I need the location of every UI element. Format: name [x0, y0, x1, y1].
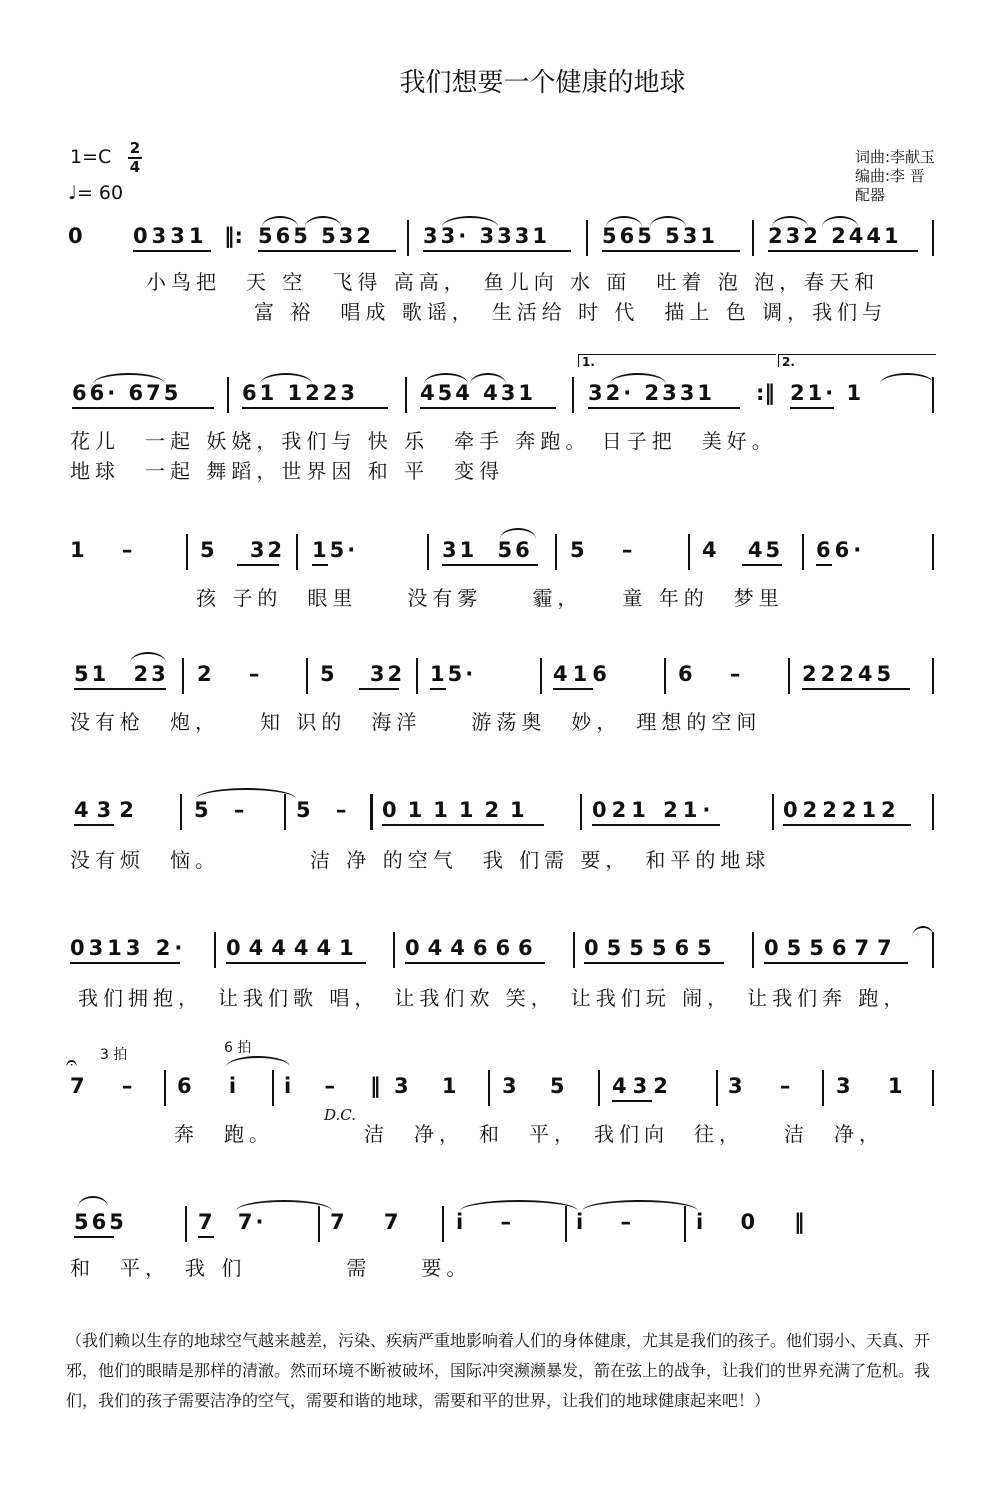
measure-note: 565 531: [602, 224, 718, 248]
measure-note: 5 –: [194, 798, 245, 822]
fermata-icon: 𝄐: [66, 1050, 78, 1074]
measure-note: 055565: [584, 936, 720, 960]
measure-note: 432: [612, 1074, 674, 1098]
measure-note: 6 –: [678, 662, 741, 686]
score-row-1: [0, 220, 1005, 370]
measure-note: 6 i: [177, 1074, 237, 1098]
measure-note: 0331: [133, 224, 208, 248]
beat-annotation: 3 拍: [100, 1047, 128, 1063]
measure-note: 5 32: [320, 662, 406, 686]
measure-note: 61 1223: [242, 381, 358, 405]
measure-note: 232 2441: [768, 224, 902, 248]
repeat-start-sign: ‖:: [224, 224, 243, 248]
measure-note: 22245: [802, 662, 896, 686]
measure-note: 2 –: [197, 662, 260, 686]
measure-note: 416: [553, 662, 612, 686]
measure-note: i –: [456, 1210, 512, 1234]
measure-note: 565 532: [258, 224, 374, 248]
time-signature: [128, 140, 142, 176]
lyrics-verse-1: 孩 子的 眼里 没有雾 霾， 童 年的 梦里: [196, 586, 784, 610]
lyrics-verse-1: 花儿 一起 妖娆，我们与 快 乐 牵手 奔跑。 日子把 美好。: [70, 429, 777, 453]
measure-note: 3 1: [394, 1074, 457, 1098]
score-row-5: [0, 794, 1005, 944]
measure-note: 66·: [816, 538, 866, 562]
measure-note: 15·: [430, 662, 477, 686]
dc-marking: D.C.: [324, 1106, 356, 1124]
beat-annotation: 6 拍: [224, 1040, 252, 1056]
score-row-7: [0, 1040, 1005, 1190]
repeat-end-sign: :‖: [756, 381, 775, 405]
key-signature: 1=C: [70, 146, 112, 168]
measure-note: 32· 2331: [588, 381, 715, 405]
song-note-paragraph: （我们赖以生存的地球空气越来越差，污染、疾病严重地影响着人们的身体健康，尤其是我们的孩子。他们弱小、天真、开邪，他们的眼睛是那样的清澈。然而环境不断被破坏，国际冲突濒濒暴发，箭在弦上的战争，让我们的世界充满了危机。我们，我们的孩子需要洁净的空气，需要和谐的地球，需要和平的世界，让我们的地球健康起来吧！）: [66, 1331, 931, 1410]
measure-note: 0: [68, 224, 83, 248]
score-row-2: [0, 355, 1005, 527]
measure-note: 0313 2·: [70, 936, 187, 960]
measure-note: 7 –: [70, 1074, 133, 1098]
measure-note: 3 –: [728, 1074, 791, 1098]
measure-note: i –: [576, 1210, 632, 1234]
volta-first-ending: 1.: [578, 354, 776, 367]
measure-note: 5 32: [200, 538, 286, 562]
double-barline: ‖: [370, 1074, 381, 1098]
measure-note: 7 7: [330, 1210, 399, 1234]
credit-lyrics-music: 词曲:李献玉: [854, 148, 935, 166]
lyrics-verse-1: 没有枪 炮， 知 识的 海洋 游荡奥 妙， 理想的空间: [70, 710, 762, 734]
final-barline: ‖: [794, 1210, 805, 1234]
measure-note: 4 45: [702, 538, 784, 562]
measure-note: 055677: [764, 936, 900, 960]
tempo-marking: ♩= 60: [68, 182, 124, 204]
lyrics-verse-2: 地球 一起 舞蹈，世界因 和 平 变得: [70, 459, 505, 483]
measure-note: 31 56: [442, 538, 533, 562]
measure-note: 565: [74, 1210, 127, 1234]
volta-second-ending: 2.: [778, 354, 936, 367]
measure-note: 021 21·: [592, 798, 716, 822]
lyrics-verse-2: 富 裕 唱成 歌谣， 生活给 时 代 描上 色 调，我们与: [254, 300, 888, 324]
lyrics-verse-1: 我们拥抱， 让我们歌 唱， 让我们欢 笑， 让我们玩 闹， 让我们奔 跑，: [78, 986, 909, 1010]
credit-arranger: 编曲:李 晋: [854, 167, 925, 185]
measure-note: i –: [284, 1074, 336, 1098]
measure-note: i 0: [696, 1210, 756, 1234]
lyrics-verse-1: 小鸟把 天 空 飞得 高高， 鱼儿向 水 面 吐着 泡 泡，春天和: [146, 270, 880, 294]
lyrics-verse-1: 奔 跑。 洁 净， 和 平， 我们向 往， 洁 净，: [174, 1122, 884, 1146]
measure-note: 432: [74, 798, 142, 822]
credits-block: [855, 148, 935, 205]
measure-note: 3 1: [836, 1074, 903, 1098]
measure-note: 044441: [226, 936, 362, 960]
measure-note: 7 7·: [198, 1210, 267, 1234]
measure-note: 011121: [382, 798, 536, 822]
measure-note: 022212: [783, 798, 901, 822]
measure-note: 044666: [405, 936, 541, 960]
measure-note: 21· 1: [790, 381, 865, 405]
measure-note: 66· 675: [72, 381, 182, 405]
measure-note: 3 5: [502, 1074, 565, 1098]
measure-note: 51 23: [74, 662, 169, 686]
time-signature-bottom: 4: [129, 158, 141, 176]
measure-note: 454 431: [420, 381, 536, 405]
measure-note: 5 –: [570, 538, 633, 562]
measure-note: 1 –: [70, 538, 133, 562]
score-row-4: [0, 658, 1005, 808]
measure-note: 15·: [312, 538, 359, 562]
measure-note: 5 –: [296, 798, 347, 822]
song-title: 我们想要一个健康的地球: [399, 68, 686, 98]
measure-note: 33· 3331: [423, 224, 550, 248]
time-signature-top: 2: [129, 139, 141, 157]
credit-orchestration: 配器: [854, 186, 885, 204]
lyrics-verse-1: 没有烦 恼。 洁 净 的空气 我 们需 要， 和平的地球: [70, 848, 771, 872]
lyrics-verse-1: 和 平， 我 们 需 要。: [70, 1256, 472, 1280]
